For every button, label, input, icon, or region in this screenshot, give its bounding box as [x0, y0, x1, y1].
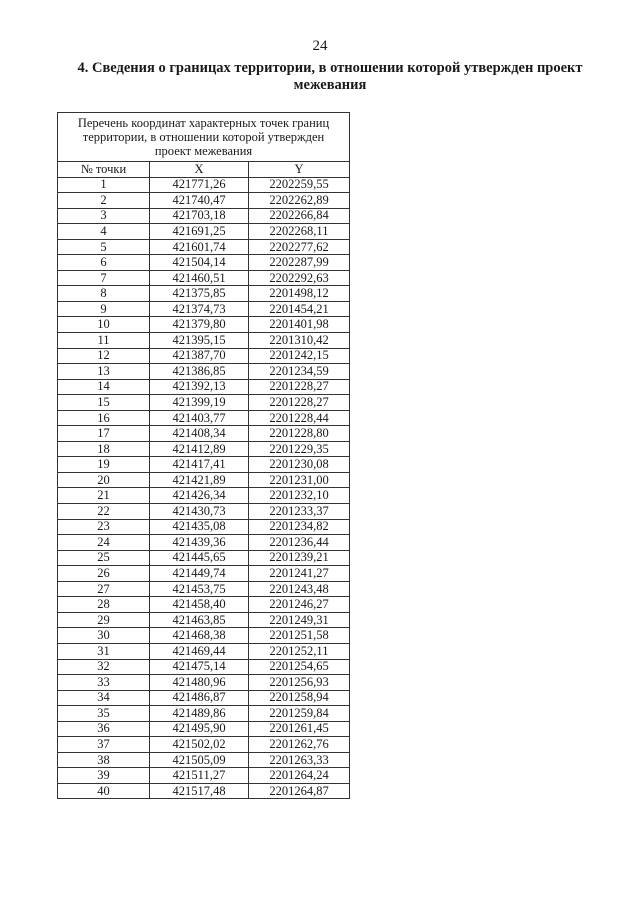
x-coordinate-cell: 421517,48: [150, 783, 249, 799]
point-number-cell: 1: [58, 177, 150, 193]
x-coordinate-cell: 421421,89: [150, 472, 249, 488]
table-row: [58, 441, 350, 457]
point-number-cell: 21: [58, 488, 150, 504]
y-coordinate-cell: 2202259,55: [249, 177, 350, 193]
table-row: [58, 690, 350, 706]
table-row: [58, 706, 350, 722]
table-row: [58, 504, 350, 520]
y-coordinate-cell: 2201231,00: [249, 472, 350, 488]
table-row: [58, 643, 350, 659]
x-coordinate-cell: 421408,34: [150, 426, 249, 442]
x-coordinate-cell: 421460,51: [150, 270, 249, 286]
table-row: [58, 628, 350, 644]
table-row: [58, 675, 350, 691]
table-row: [58, 193, 350, 209]
x-coordinate-cell: 421495,90: [150, 721, 249, 737]
point-number-cell: 38: [58, 752, 150, 768]
x-coordinate-cell: 421703,18: [150, 208, 249, 224]
column-header-y: Y: [249, 162, 350, 178]
y-coordinate-cell: 2201246,27: [249, 597, 350, 613]
y-coordinate-cell: 2201242,15: [249, 348, 350, 364]
y-coordinate-cell: 2201229,35: [249, 441, 350, 457]
x-coordinate-cell: 421505,09: [150, 752, 249, 768]
y-coordinate-cell: 2202266,84: [249, 208, 350, 224]
point-number-cell: 5: [58, 239, 150, 255]
table-row: [58, 177, 350, 193]
table-row: [58, 255, 350, 271]
y-coordinate-cell: 2202262,89: [249, 193, 350, 209]
point-number-cell: 22: [58, 504, 150, 520]
y-coordinate-cell: 2201252,11: [249, 643, 350, 659]
point-number-cell: 3: [58, 208, 150, 224]
table-row: [58, 348, 350, 364]
table-header-row: [58, 162, 350, 178]
y-coordinate-cell: 2201498,12: [249, 286, 350, 302]
y-coordinate-cell: 2201234,82: [249, 519, 350, 535]
table-row: [58, 535, 350, 551]
x-coordinate-cell: 421601,74: [150, 239, 249, 255]
table-row: [58, 364, 350, 380]
x-coordinate-cell: 421504,14: [150, 255, 249, 271]
table-row: [58, 783, 350, 799]
x-coordinate-cell: 421375,85: [150, 286, 249, 302]
y-coordinate-cell: 2201236,44: [249, 535, 350, 551]
table-row: [58, 612, 350, 628]
y-coordinate-cell: 2202268,11: [249, 224, 350, 240]
y-coordinate-cell: 2201264,87: [249, 783, 350, 799]
x-coordinate-cell: 421374,73: [150, 301, 249, 317]
point-number-cell: 34: [58, 690, 150, 706]
y-coordinate-cell: 2201256,93: [249, 675, 350, 691]
x-coordinate-cell: 421463,85: [150, 612, 249, 628]
x-coordinate-cell: 421439,36: [150, 535, 249, 551]
table-row: [58, 752, 350, 768]
table-row: [58, 488, 350, 504]
table-row: [58, 597, 350, 613]
point-number-cell: 16: [58, 410, 150, 426]
table-row: [58, 457, 350, 473]
y-coordinate-cell: 2201261,45: [249, 721, 350, 737]
table-row: [58, 379, 350, 395]
point-number-cell: 12: [58, 348, 150, 364]
point-number-cell: 29: [58, 612, 150, 628]
x-coordinate-cell: 421502,02: [150, 737, 249, 753]
x-coordinate-cell: 421392,13: [150, 379, 249, 395]
point-number-cell: 26: [58, 566, 150, 582]
point-number-cell: 31: [58, 643, 150, 659]
table-row: [58, 721, 350, 737]
point-number-cell: 36: [58, 721, 150, 737]
point-number-cell: 24: [58, 535, 150, 551]
page-number: 24: [312, 38, 328, 54]
point-number-cell: 39: [58, 768, 150, 784]
point-number-cell: 30: [58, 628, 150, 644]
x-coordinate-cell: 421435,08: [150, 519, 249, 535]
y-coordinate-cell: 2201262,76: [249, 737, 350, 753]
x-coordinate-cell: 421740,47: [150, 193, 249, 209]
table-row: [58, 239, 350, 255]
y-coordinate-cell: 2202277,62: [249, 239, 350, 255]
table-row: [58, 737, 350, 753]
y-coordinate-cell: 2201228,27: [249, 395, 350, 411]
point-number-cell: 15: [58, 395, 150, 411]
point-number-cell: 18: [58, 441, 150, 457]
point-number-cell: 13: [58, 364, 150, 380]
y-coordinate-cell: 2201239,21: [249, 550, 350, 566]
section-title: 4. Сведения о границах территории, в отношении которой утвержден проект межевания: [77, 60, 583, 93]
y-coordinate-cell: 2201310,42: [249, 333, 350, 349]
column-header-x: X: [150, 162, 249, 178]
point-number-cell: 20: [58, 472, 150, 488]
point-number-cell: 35: [58, 706, 150, 722]
x-coordinate-cell: 421387,70: [150, 348, 249, 364]
table-row: [58, 333, 350, 349]
x-coordinate-cell: 421468,38: [150, 628, 249, 644]
x-coordinate-cell: 421399,19: [150, 395, 249, 411]
point-number-cell: 7: [58, 270, 150, 286]
y-coordinate-cell: 2201228,27: [249, 379, 350, 395]
x-coordinate-cell: 421511,27: [150, 768, 249, 784]
point-number-cell: 19: [58, 457, 150, 473]
y-coordinate-cell: 2201241,27: [249, 566, 350, 582]
table-row: [58, 519, 350, 535]
y-coordinate-cell: 2201232,10: [249, 488, 350, 504]
table-row: [58, 286, 350, 302]
table-row: [58, 659, 350, 675]
table-row: [58, 426, 350, 442]
point-number-cell: 32: [58, 659, 150, 675]
table-row: [58, 581, 350, 597]
table-row: [58, 768, 350, 784]
table-caption: Перечень координат характерных точек границ территории, в отношении которой утвержден проект межевания: [58, 113, 350, 162]
x-coordinate-cell: 421486,87: [150, 690, 249, 706]
x-coordinate-cell: 421412,89: [150, 441, 249, 457]
point-number-cell: 37: [58, 737, 150, 753]
x-coordinate-cell: 421453,75: [150, 581, 249, 597]
table-row: [58, 270, 350, 286]
x-coordinate-cell: 421480,96: [150, 675, 249, 691]
y-coordinate-cell: 2201233,37: [249, 504, 350, 520]
y-coordinate-cell: 2201243,48: [249, 581, 350, 597]
coordinates-table: [57, 112, 350, 799]
table-row: [58, 410, 350, 426]
table-row: [58, 566, 350, 582]
y-coordinate-cell: 2201228,44: [249, 410, 350, 426]
table-caption-row: [58, 113, 350, 162]
y-coordinate-cell: 2201249,31: [249, 612, 350, 628]
column-header-point-number: № точки: [58, 162, 150, 178]
x-coordinate-cell: 421379,80: [150, 317, 249, 333]
point-number-cell: 28: [58, 597, 150, 613]
x-coordinate-cell: 421395,15: [150, 333, 249, 349]
y-coordinate-cell: 2202287,99: [249, 255, 350, 271]
y-coordinate-cell: 2201259,84: [249, 706, 350, 722]
point-number-cell: 6: [58, 255, 150, 271]
x-coordinate-cell: 421458,40: [150, 597, 249, 613]
y-coordinate-cell: 2201251,58: [249, 628, 350, 644]
point-number-cell: 27: [58, 581, 150, 597]
table-row: [58, 550, 350, 566]
x-coordinate-cell: 421417,41: [150, 457, 249, 473]
x-coordinate-cell: 421430,73: [150, 504, 249, 520]
point-number-cell: 4: [58, 224, 150, 240]
y-coordinate-cell: 2201234,59: [249, 364, 350, 380]
point-number-cell: 33: [58, 675, 150, 691]
x-coordinate-cell: 421489,86: [150, 706, 249, 722]
point-number-cell: 25: [58, 550, 150, 566]
point-number-cell: 40: [58, 783, 150, 799]
table-row: [58, 208, 350, 224]
table-row: [58, 472, 350, 488]
x-coordinate-cell: 421469,44: [150, 643, 249, 659]
x-coordinate-cell: 421403,77: [150, 410, 249, 426]
y-coordinate-cell: 2201454,21: [249, 301, 350, 317]
y-coordinate-cell: 2202292,63: [249, 270, 350, 286]
y-coordinate-cell: 2201254,65: [249, 659, 350, 675]
point-number-cell: 14: [58, 379, 150, 395]
x-coordinate-cell: 421449,74: [150, 566, 249, 582]
table-row: [58, 317, 350, 333]
point-number-cell: 23: [58, 519, 150, 535]
point-number-cell: 11: [58, 333, 150, 349]
y-coordinate-cell: 2201228,80: [249, 426, 350, 442]
y-coordinate-cell: 2201263,33: [249, 752, 350, 768]
table-row: [58, 395, 350, 411]
table-row: [58, 224, 350, 240]
point-number-cell: 17: [58, 426, 150, 442]
x-coordinate-cell: 421691,25: [150, 224, 249, 240]
x-coordinate-cell: 421771,26: [150, 177, 249, 193]
x-coordinate-cell: 421445,65: [150, 550, 249, 566]
y-coordinate-cell: 2201230,08: [249, 457, 350, 473]
x-coordinate-cell: 421426,34: [150, 488, 249, 504]
point-number-cell: 2: [58, 193, 150, 209]
table-row: [58, 301, 350, 317]
y-coordinate-cell: 2201401,98: [249, 317, 350, 333]
table-body: [58, 177, 350, 799]
y-coordinate-cell: 2201264,24: [249, 768, 350, 784]
point-number-cell: 10: [58, 317, 150, 333]
point-number-cell: 8: [58, 286, 150, 302]
x-coordinate-cell: 421386,85: [150, 364, 249, 380]
x-coordinate-cell: 421475,14: [150, 659, 249, 675]
point-number-cell: 9: [58, 301, 150, 317]
y-coordinate-cell: 2201258,94: [249, 690, 350, 706]
